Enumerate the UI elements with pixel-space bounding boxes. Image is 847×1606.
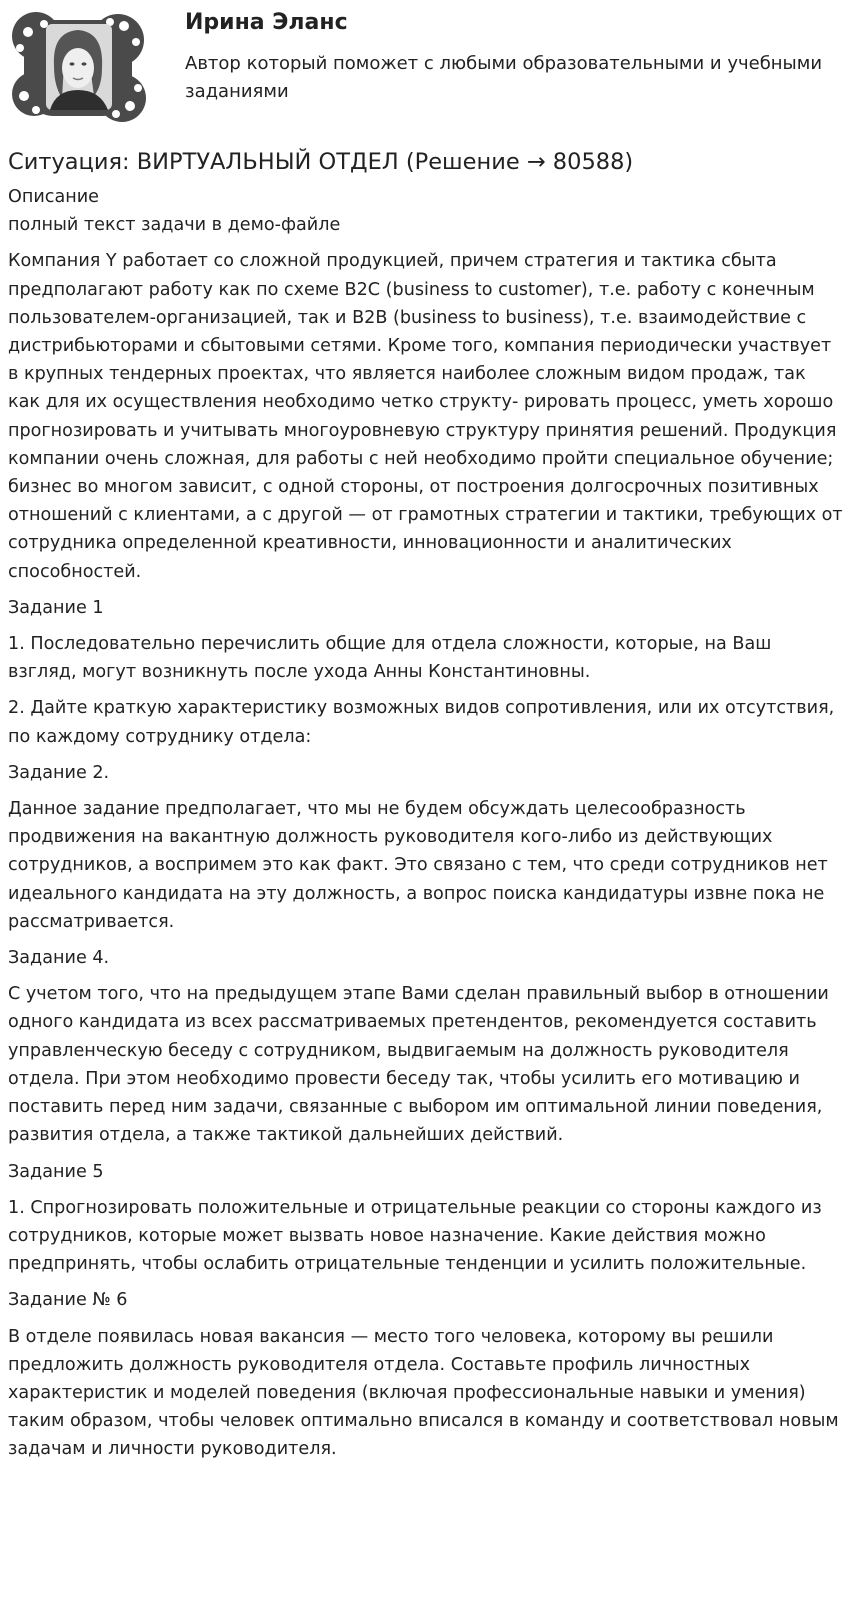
description-label: Описание [8,187,100,207]
demo-note: полный текст задачи в демо-файле [8,215,341,236]
task2-text: Данное задание предполагает, что мы не будем обсуждать целесообразность продвижения на вакантную должность руководителя кого-либо из действующих сотрудников, а воспримем это как факт. Это связано с тем, что среди сотрудников нет идеального кандидата на эту должность, а вопрос поиска кандидатуры извне пока не рассматривается. [8,799,828,932]
article-content [8,145,843,1472]
task1-item-2: 2. Дайте краткую характеристику возможных видов сопротивления, или их отсутствия, по каждому сотруднику отдела: [8,698,835,747]
task5-label: Задание 5 [8,1161,104,1182]
article-title: Ситуация: ВИРТУАЛЬНЫЙ ОТДЕЛ (Решение → 80588) [8,149,634,175]
task1-label: Задание 1 [8,597,104,618]
task4-text: С учетом того, что на предыдущем этапе Вами сделан правильный выбор в отношении одного кандидата из всех рассматриваемых претендентов, рекомендуется составить управленческую беседу с сотрудником, выдвигаемым на должность руководителя отдела. При этом необходимо провести беседу так, чтобы усилить его мотивацию и поставить перед ним задачи, связанные с выбором им оптимальной линии поведения, развития отдела, а также тактикой дальнейших действий. [8,984,829,1146]
task5-text: 1. Спрогнозировать положительные и отрицательные реакции со стороны каждого из сотрудников, которые может вызвать новое назначение. Какие действия можно предпринять, чтобы ослабить отрицательные тенденции и усилить положительные. [8,1197,822,1275]
task4-label: Задание 4. [8,948,110,969]
task1-item-1: 1. Последовательно перечислить общие для отдела сложности, которые, на Ваш взгляд, могут возникнуть после ухода Анны Константиновны. [8,634,772,683]
author-name[interactable]: Ирина Эланс [185,10,348,35]
situation-paragraph: Компания Y работает со сложной продукцией, причем стратегия и тактика сбыта предполагают работу как по схеме B2C (business to customer), т.е. работу с конечным пользователем-организацией, так и B2B (business to business), т.е. взаимодействие с дистрибьюторами и сбытовыми сетями. Кроме того, компания периодически участвует в крупных тендерных проектах, что является наиболее сложным видом продаж, так как для их осуществления необходимо четко структу- рировать процесс, уметь хорошо прогнозировать и учитывать многоуровневую структуру принятия решений. Продукция компании очень сложная, для работы с ней необходимо пройти специальное обучение; бизнес во многом зависит, с одной стороны, от построения долгосрочных позитивных отношений с клиентами, а с другой — от грамотных стратегии и тактики, требующих от сотрудника определенной креативности, инновационности и аналитических способностей. [8,251,843,582]
task6-label: Задание № 6 [8,1290,128,1311]
author-description: Автор который поможет с любыми образовательными и учебными заданиями [185,53,823,102]
author-header [0,0,847,140]
task6-text: В отделе появилась новая вакансия — место того человека, которому вы решили предложить должность руководителя отдела. Составьте профиль личностных характеристик и моделей поведения (включая профессиональные навыки и умения) таким образом, чтобы человек оптимально вписался в команду и соответствовал новым задачам и личности руководителя. [8,1326,839,1460]
task2-label: Задание 2. [8,762,110,783]
author-avatar [6,6,150,128]
